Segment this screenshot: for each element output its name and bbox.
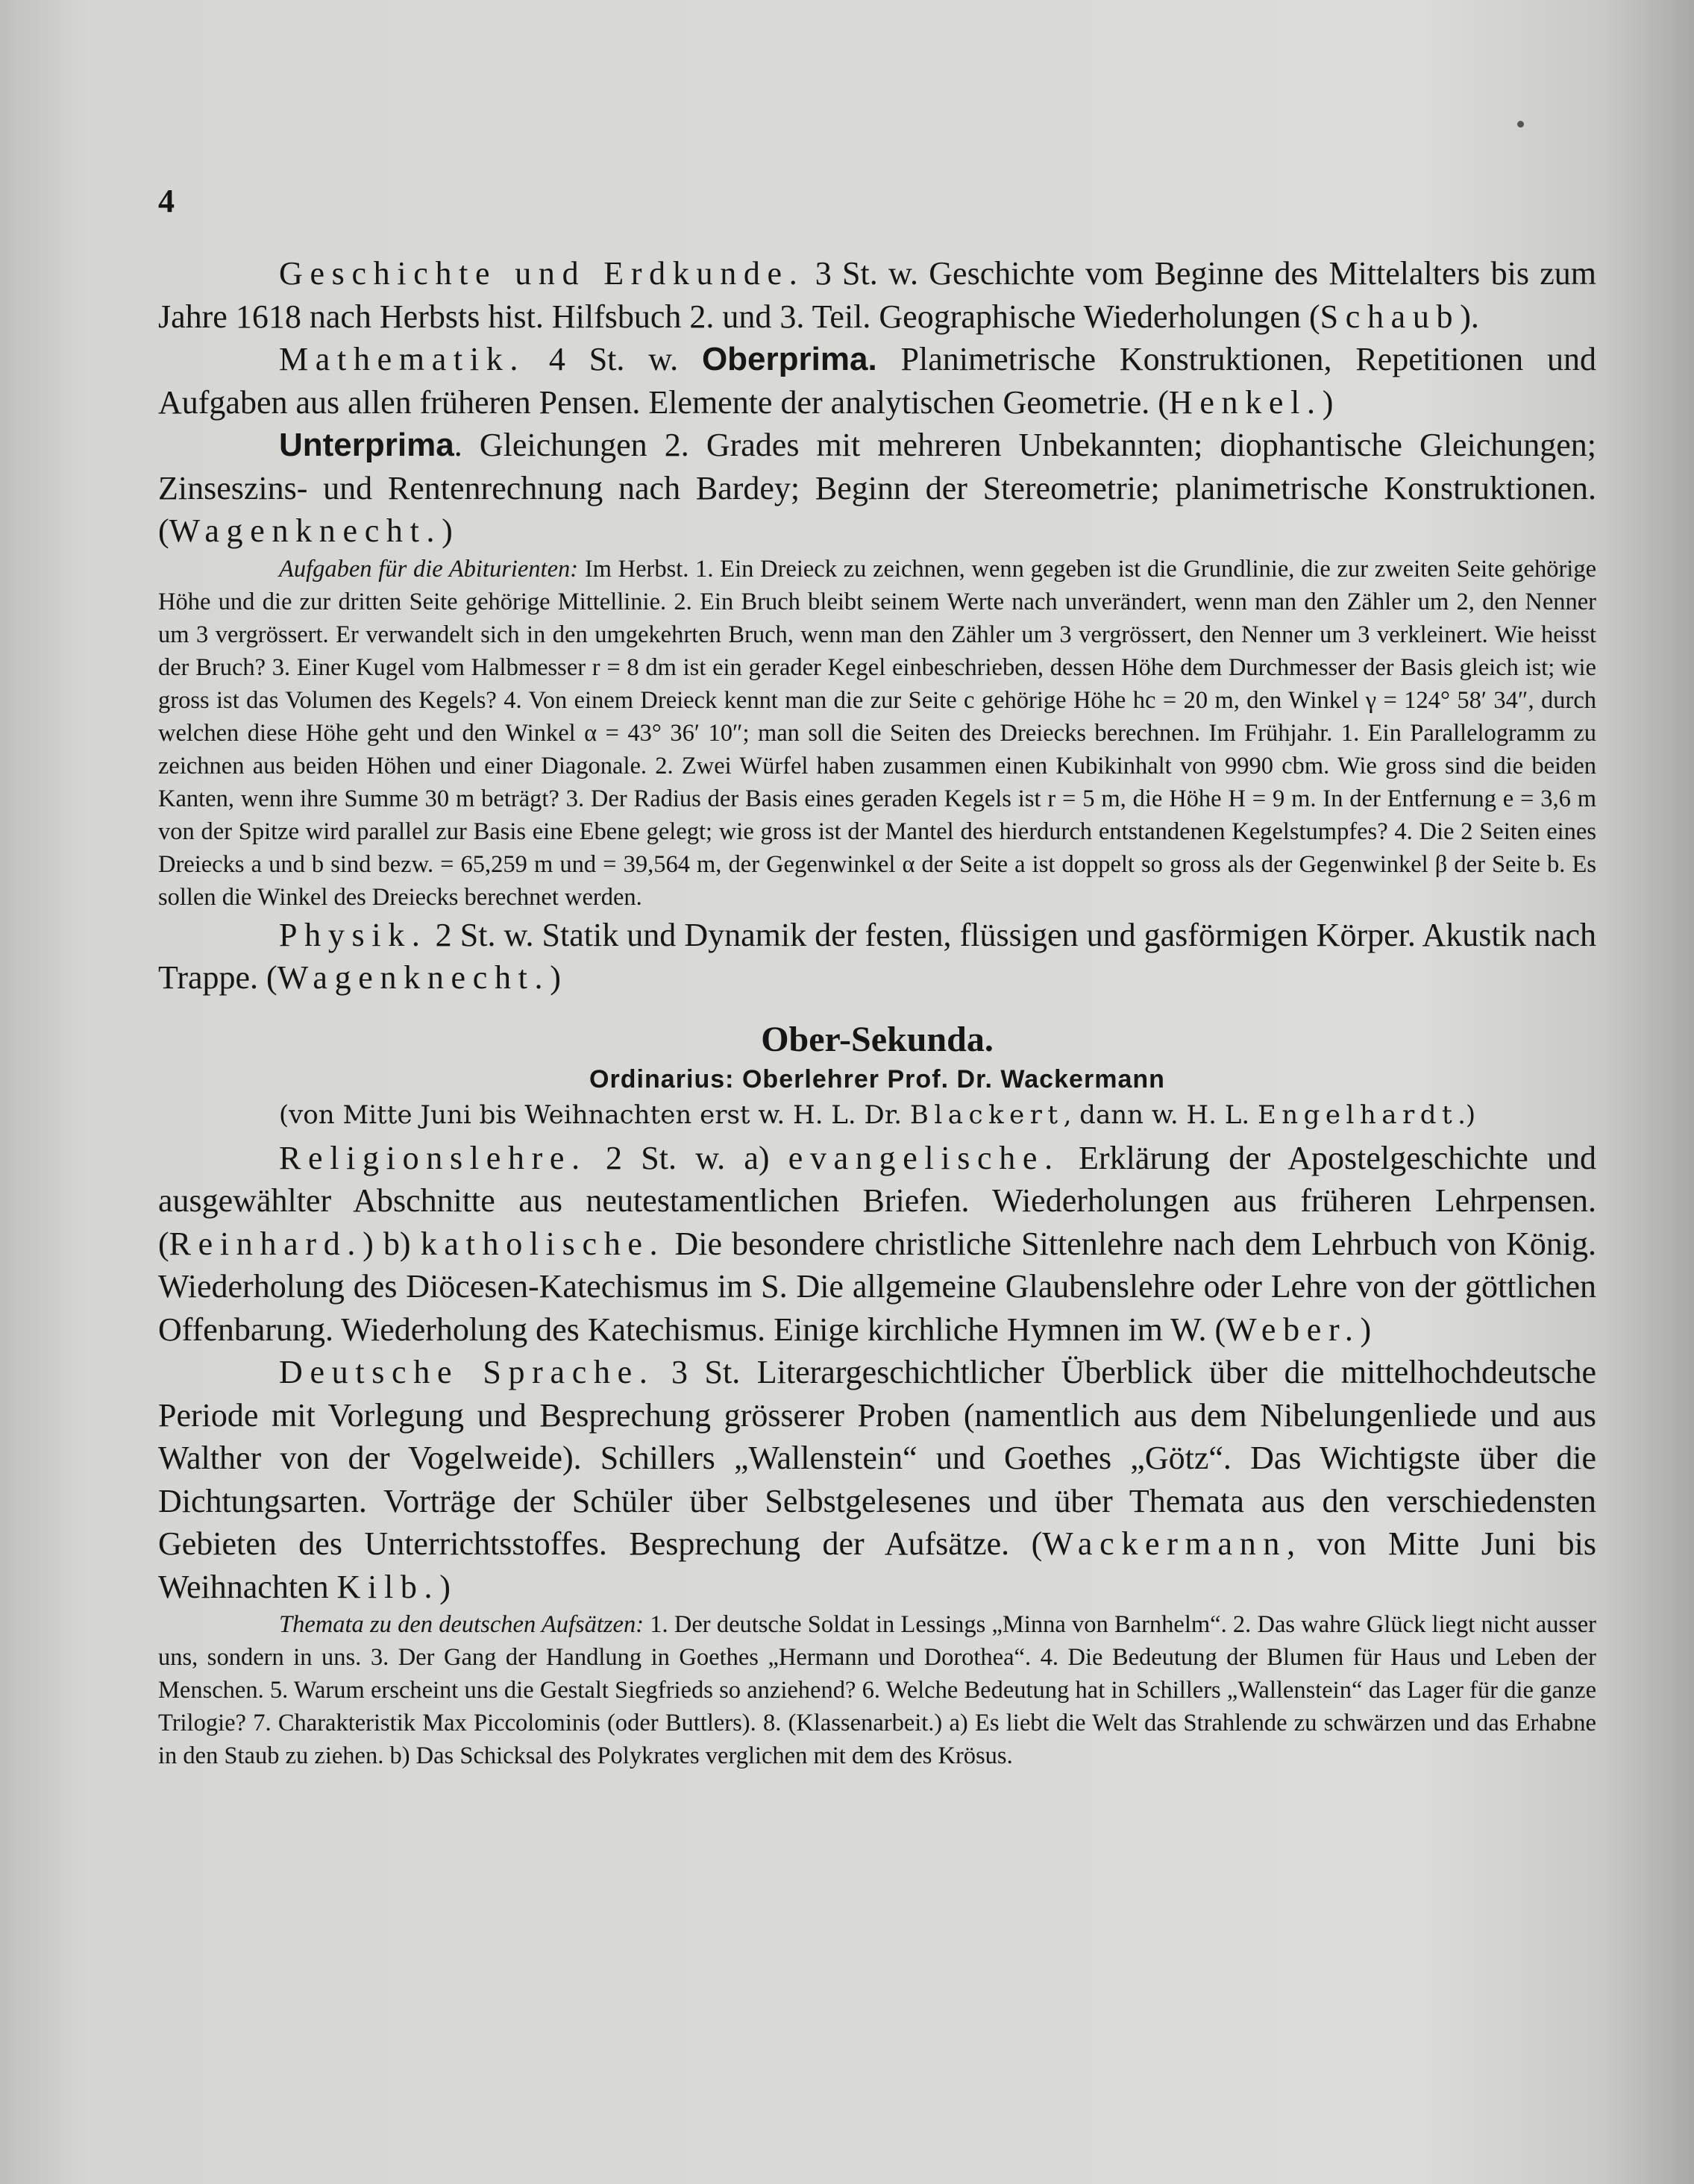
class-label-oberprima: Oberprima. <box>701 341 877 377</box>
text-deutsch-mid: , von Mitte Juni bis Weihnachten <box>158 1525 1596 1605</box>
page-body <box>158 252 1596 1772</box>
teacher-henkel: Henkel. <box>1168 383 1323 421</box>
paragraph-unterprima <box>158 424 1596 553</box>
text-religion-2: Erklärung der Apostelgeschichte und ausgewählter Abschnitte aus neutestamentlichen Briefen. Wiederholungen aus früheren Lehrpensen. ( <box>158 1139 1597 1262</box>
label-katholisch: katholische. <box>420 1225 665 1262</box>
paragraph-geschichte <box>158 252 1596 338</box>
text-geschichte-end: ). <box>1460 298 1479 335</box>
text-unterprima-end: ) <box>442 512 453 549</box>
text-deutsch-end: ) <box>439 1568 451 1605</box>
class-label-unterprima: Unterprima <box>279 427 454 463</box>
text-religion-end: ) <box>1360 1311 1372 1348</box>
section-heading-obersekunda: Ober-Sekunda. <box>761 1019 994 1059</box>
teacher-kilb: Kilb. <box>336 1568 440 1605</box>
vertretung-pre: (von Mitte Juni bis Weihnachten erst w. H. L. Dr. <box>278 1099 910 1130</box>
teacher-engelhardt: Engelhardt <box>1257 1099 1458 1130</box>
paragraph-physik <box>158 914 1596 1000</box>
page-number: 4 <box>158 183 175 219</box>
text-religion-1: 2 St. w. a) <box>586 1139 788 1176</box>
text-themata: 1. Der deutsche Soldat in Lessings „Minna von Barnhelm“. 2. Das wahre Glück liegt nicht ausser uns, sondern in uns. 3. Der Gang der Handlung in Goethes „Hermann und Dorothea“. 4. Die Bedeutung der Blumen für Haus und Leben der Menschen. 5. Warum erscheint uns die Gestalt Siegfrieds so anziehend? 6. Welche Bedeutung hat in Schillers „Wallenstein“ das Lager für die ganze Trilogie? 7. Charakteristik Max Piccolominis (oder Buttlers). 8. (Klassenarbeit.) a) Es liebt die Welt das Strahlende zu schwärzen und das Erhabne in den Staub zu ziehen. b) Das Schicksal des Polykrates verglichen mit dem des Krösus. <box>158 1611 1596 1769</box>
label-evangelisch: evangelische. <box>788 1139 1060 1176</box>
subject-geschichte: Geschichte und Erdkunde. <box>279 255 805 292</box>
paragraph-religion <box>158 1137 1596 1352</box>
teacher-reinhard: Reinhard. <box>169 1225 363 1262</box>
text-unterprima: . Gleichungen 2. Grades mit mehreren Unbekannten; diophantische Gleichungen; Zinseszins- und Rentenrechnung nach Bardey; Beginn der Stereometrie; planimetrische Konstruktionen. ( <box>158 427 1596 549</box>
text-physik-end: ) <box>550 959 561 996</box>
vertretung-end: .) <box>1458 1099 1476 1130</box>
text-religion-4: Die besondere christliche Sittenlehre nach dem Lehrbuch von König. Wiederholung des Diöcesen-Katechismus im S. Die allgemeine Glaubenslehre oder Lehre von der göttlichen Offenbarung. Wiederholung des Katechismus. Einige kirchliche Hymnen im W. ( <box>158 1225 1596 1348</box>
paragraph-aufgaben <box>158 553 1596 914</box>
vertretung-mid: , dann w. H. L. <box>1063 1099 1258 1130</box>
text-mathematik-hours: 4 St. w. <box>525 341 702 377</box>
text-aufgaben: Im Herbst. 1. Ein Dreieck zu zeichnen, wenn gegeben ist die Grundlinie, die zur zweiten Seite gehörige Höhe und die zur dritten Seite gehörige Mittellinie. 2. Ein Bruch bleibt seinem Werte nach unverändert, wenn man den Zähler um 2, den Nenner um 3 vergrössert. Er verwandelt sich in den umgekehrten Bruch, wenn man den Zähler um 3 vergrössert, den Nenner um 3 verkleinert. Wie heisst der Bruch? 3. Einer Kugel vom Halbmesser r = 8 dm ist ein gerader Kegel einbeschrieben, dessen Höhe dem Durchmesser der Basis gleich ist; wie gross ist das Volumen des Kegels? 4. Von einem Dreieck kennt man die zur Seite c gehörige Höhe hc = 20 m, den Winkel γ = 124° 58′ 34″, durch welchen diese Höhe geht und den Winkel α = 43° 36′ 10″; man soll die Seiten des Dreiecks berechnen. Im Frühjahr. 1. Ein Parallelogramm zu zeichnen aus beiden Höhen und einer Diagonale. 2. Zwei Würfel haben zusammen einen Kubikinhalt von 9990 cbm. Wie gross sind die beiden Kanten, wenn ihre Summe 30 m beträgt? 3. Der Radius der Basis eines geraden Kegels ist r = 5 m, die Höhe H = 9 m. In der Entfernung e = 3,6 m von der Spitze wird parallel zur Basis eine Ebene gelegt; wie gross ist der Mantel des hierdurch entstandenen Kegelstumpfes? 4. Die 2 Seiten eines Dreiecks a und b sind bezw. = 65,259 m und = 39,564 m, der Gegenwinkel α der Seite a ist doppelt so gross als der Gegenwinkel β der Seite b. Es sollen die Winkel des Dreiecks berechnet werden. <box>158 555 1596 911</box>
paragraph-mathematik <box>158 338 1596 424</box>
vertretung-line <box>158 1096 1596 1134</box>
text-physik: 2 St. w. Statik und Dynamik der festen, flüssigen und gasförmigen Körper. Akustik nach Trappe. ( <box>158 916 1596 996</box>
subject-physik: Physik. <box>279 916 427 953</box>
teacher-wackermann: Wackermann <box>1042 1525 1287 1562</box>
text-mathematik-end: ) <box>1322 383 1334 421</box>
ink-speck <box>1517 121 1524 128</box>
text-mathematik: Planimetrische Konstruktionen, Repetitionen und Aufgaben aus allen früheren Pensen. Elemente der analytischen Geometrie. ( <box>158 341 1596 421</box>
text-geschichte: 3 St. w. Geschichte vom Beginne des Mittelalters bis zum Jahre 1618 nach Herbsts hist. Hilfsbuch 2. und 3. Teil. Geographische Wiederholungen ( <box>158 255 1596 335</box>
teacher-schaub: Schaub <box>1320 298 1461 335</box>
teacher-weber: Weber. <box>1226 1311 1361 1348</box>
text-religion-3: ) b) <box>363 1225 421 1262</box>
label-aufgaben: Aufgaben für die Abiturienten: <box>279 555 579 583</box>
text-deutsch: 3 St. Literargeschichtlicher Überblick über die mittelhochdeutsche Periode mit Vorlegung und Besprechung grösserer Proben (namentlich aus dem Nibelungenliede und aus Walther von der Vogelweide). Schillers „Wallenstein“ und Goethes „Götz“. Das Wichtigste über die Dichtungsarten. Vorträge der Schüler über Selbstgelesenes und über Themata aus den verschiedensten Gebieten des Unterrichtsstoffes. Besprechung der Aufsätze. ( <box>158 1354 1596 1562</box>
subject-religion: Religionslehre. <box>279 1139 587 1176</box>
label-themata: Themata zu den deutschen Aufsätzen: <box>279 1611 644 1638</box>
teacher-wagenknecht-physik: Wagenknecht. <box>277 959 550 996</box>
paragraph-themata <box>158 1608 1596 1772</box>
paragraph-deutsch <box>158 1351 1596 1608</box>
teacher-blackert: Blackert <box>909 1099 1064 1130</box>
teacher-wagenknecht-math: Wagenknecht. <box>169 512 442 549</box>
ordinarius-line: Ordinarius: Oberlehrer Prof. Dr. Wackermann <box>589 1064 1165 1093</box>
subject-mathematik: Mathematik. <box>279 341 526 377</box>
subject-deutsch: Deutsche Sprache. <box>279 1354 655 1390</box>
